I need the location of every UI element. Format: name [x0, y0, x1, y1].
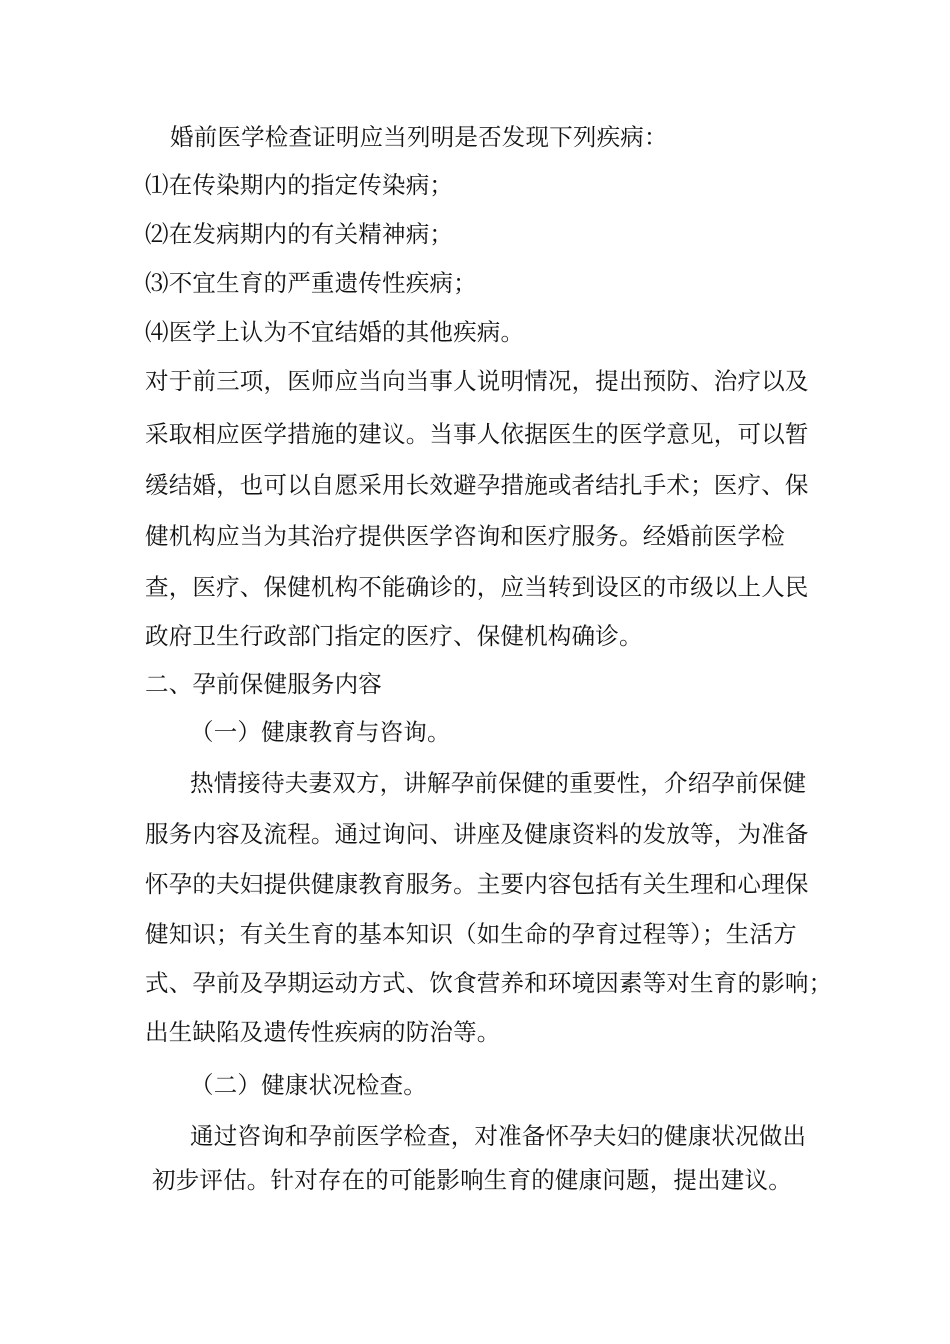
paragraph-line: 采取相应医学措施的建议。当事人依据医生的医学意见，可以暂: [145, 420, 809, 448]
paragraph-line: 对于前三项，医师应当向当事人说明情况，提出预防、治疗以及: [145, 367, 809, 395]
paragraph-line: 初步评估。针对存在的可能影响生育的健康问题，提出建议。: [152, 1166, 792, 1194]
paragraph-line: 政府卫生行政部门指定的医疗、保健机构确诊。: [145, 622, 643, 650]
list-item-2: ⑵在发病期内的有关精神病；: [145, 220, 454, 248]
paragraph-line: 怀孕的夫妇提供健康教育服务。主要内容包括有关生理和心理保: [145, 870, 809, 898]
paragraph-line: 缓结婚，也可以自愿采用长效避孕措施或者结扎手术；医疗、保: [145, 471, 809, 499]
paragraph-line: 通过咨询和孕前医学检查，对准备怀孕夫妇的健康状况做出: [190, 1122, 807, 1150]
subsection-heading-2: （二）健康状况检查。: [190, 1071, 427, 1099]
subsection-heading-1: （一）健康教育与咨询。: [190, 718, 451, 746]
list-item-3: ⑶不宜生育的严重遗传性疾病；: [145, 269, 477, 297]
paragraph-intro: 婚前医学检查证明应当列明是否发现下列疾病：: [170, 123, 668, 151]
list-item-4: ⑷医学上认为不宜结婚的其他疾病。: [145, 318, 525, 346]
paragraph-line: 热情接待夫妻双方，讲解孕前保健的重要性，介绍孕前保健: [190, 769, 807, 797]
paragraph-line: 式、孕前及孕期运动方式、饮食营养和环境因素等对生育的影响；: [145, 969, 833, 997]
paragraph-line: 服务内容及流程。通过询问、讲座及健康资料的发放等，为准备: [145, 820, 809, 848]
paragraph-line: 健知识；有关生育的基本知识（如生命的孕育过程等）；生活方: [145, 920, 797, 948]
paragraph-line: 健机构应当为其治疗提供医学咨询和医疗服务。经婚前医学检: [145, 522, 785, 550]
list-item-1: ⑴在传染期内的指定传染病；: [145, 171, 454, 199]
paragraph-line: 出生缺陷及遗传性疾病的防治等。: [145, 1018, 501, 1046]
paragraph-line: 查，医疗、保健机构不能确诊的，应当转到设区的市级以上人民: [145, 573, 809, 601]
section-heading: 二、孕前保健服务内容: [145, 670, 382, 698]
